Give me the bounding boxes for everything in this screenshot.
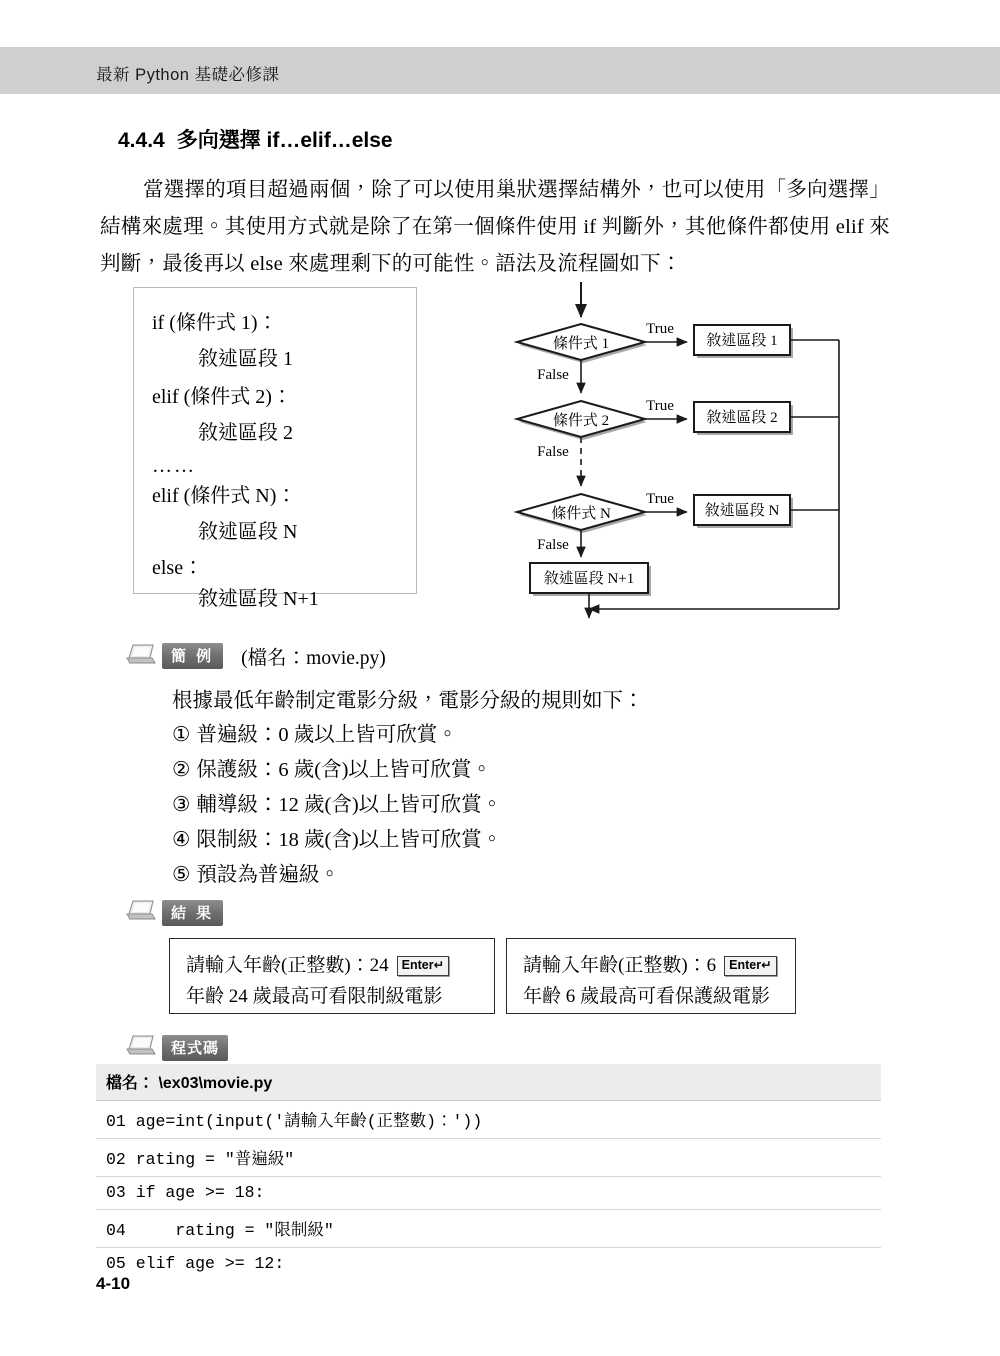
section-title: 多向選擇 if…elif…else: [176, 129, 393, 152]
svg-text:True: True: [646, 398, 674, 414]
code-filename: 檔名： \ex03\movie.py: [96, 1064, 881, 1101]
rule-marker: ③: [172, 794, 191, 816]
rule-text: 輔導級：12 歲(含)以上皆可欣賞。: [196, 794, 503, 816]
syntax-line-else: else：: [152, 557, 204, 579]
rule-item-2: [172, 752, 492, 782]
result-output: 年齡 24 歲最高可看限制級電影: [186, 986, 443, 1007]
svg-text:True: True: [646, 491, 674, 507]
laptop-icon: [126, 1034, 156, 1061]
rule-marker: ②: [172, 759, 191, 781]
code-badge-label: 程式碼: [162, 1035, 228, 1061]
svg-text:False: False: [537, 367, 569, 383]
code-line: 01 age=int(input('請輸入年齡(正整數)：')): [96, 1101, 881, 1139]
rule-marker: ①: [172, 724, 191, 746]
result-prompt-line: [186, 950, 478, 981]
code-listing: [96, 1064, 881, 1280]
result-box-2: [506, 938, 796, 1014]
syntax-line-elifN: elif (條件式 N)：: [152, 485, 297, 507]
svg-text:條件式 N: 條件式 N: [551, 506, 611, 522]
body-paragraph: 當選擇的項目超過兩個，除了可以使用巢狀選擇結構外，也可以使用「多向選擇」結構來處理。其使用方式就是除了在第一個條件使用 if 判斷外，其他條件都使用 elif 來判斷，最後再以 else 來處理剩下的可能性。語法及流程圖如下：: [100, 179, 890, 275]
flowchart-diagram: [495, 280, 855, 620]
svg-text:True: True: [646, 321, 674, 337]
result-box-1: [169, 938, 495, 1014]
syntax-line-ellipsis: ……: [152, 455, 196, 477]
syntax-line-elif1: elif (條件式 2)：: [152, 386, 292, 408]
enter-key-glyph: Enter↵: [724, 956, 776, 976]
syntax-line-stmt1: 敘述區段 1: [198, 348, 293, 370]
page-title: [118, 124, 393, 154]
svg-text:False: False: [537, 537, 569, 553]
result-prompt: 請輸入年齡(正整數)：6: [523, 955, 717, 976]
rule-text: 預設為普遍級。: [196, 864, 340, 886]
result-badge-label: 結 果: [162, 900, 223, 926]
rule-text: 保護級：6 歲(含)以上皆可欣賞。: [196, 759, 492, 781]
example-badge-row: [126, 642, 386, 670]
example-filename-note: (檔名：movie.py): [241, 648, 386, 669]
svg-text:敘述區段 2: 敘述區段 2: [706, 410, 778, 426]
enter-key-glyph: Enter↵: [397, 956, 449, 976]
rule-item-1: [172, 717, 458, 747]
svg-text:條件式 1: 條件式 1: [552, 336, 610, 352]
code-line: 04 rating = "限制級": [96, 1210, 881, 1248]
result-prompt: 請輸入年齡(正整數)：24: [186, 955, 389, 976]
svg-text:條件式 2: 條件式 2: [552, 413, 610, 429]
laptop-icon: [126, 899, 156, 926]
section-number: 4.4.4: [118, 129, 165, 152]
rule-text: 限制級：18 歲(含)以上皆可欣賞。: [196, 829, 503, 851]
svg-text:敘述區段 1: 敘述區段 1: [706, 333, 778, 349]
code-line: 05 elif age >= 12:: [96, 1248, 881, 1280]
result-badge-row: [126, 899, 223, 926]
rule-item-5: [172, 857, 340, 887]
example-intro-text: 根據最低年齡制定電影分級，電影分級的規則如下：: [172, 690, 644, 712]
result-prompt-line: [523, 950, 779, 981]
svg-text:敘述區段 N+1: 敘述區段 N+1: [543, 571, 635, 587]
syntax-line-if: if (條件式 1)：: [152, 312, 278, 334]
result-output: 年齡 6 歲最高可看保護級電影: [523, 986, 771, 1007]
rule-marker: ⑤: [172, 864, 191, 886]
laptop-icon: [126, 643, 156, 670]
book-title: 最新 Python 基礎必修課: [96, 66, 280, 84]
svg-text:敘述區段 N: 敘述區段 N: [704, 503, 780, 519]
code-line: 03 if age >= 18:: [96, 1177, 881, 1210]
syntax-line-stmtN: 敘述區段 N: [198, 521, 298, 543]
syntax-line-stmt2: 敘述區段 2: [198, 422, 293, 444]
rule-item-4: [172, 822, 502, 852]
code-badge-row: [126, 1034, 228, 1061]
rule-marker: ④: [172, 829, 191, 851]
rule-item-3: [172, 787, 502, 817]
rule-text: 普遍級：0 歲以上皆可欣賞。: [196, 724, 458, 746]
syntax-box: [133, 287, 417, 610]
page-number: 4-10: [96, 1274, 131, 1293]
svg-text:False: False: [537, 444, 569, 460]
code-line: 02 rating = "普遍級": [96, 1139, 881, 1177]
syntax-line-stmtN1: 敘述區段 N+1: [198, 588, 319, 610]
example-badge-label: 簡 例: [162, 643, 223, 669]
